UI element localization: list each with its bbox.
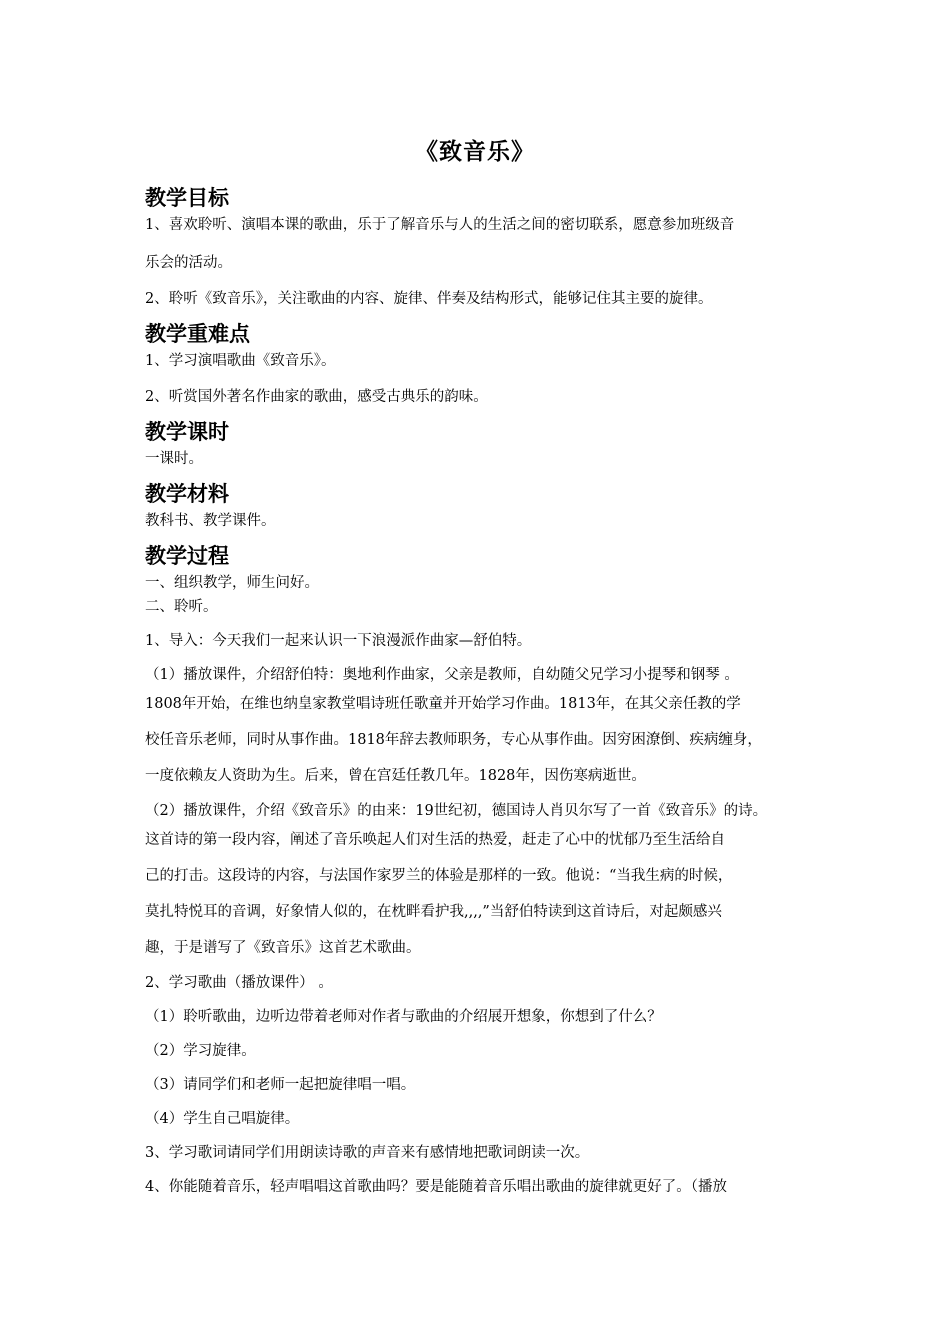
process-line-2: 二、聆听。 xyxy=(145,599,218,615)
heading-process: 教学过程 xyxy=(145,544,229,568)
process-line-19: 4、你能随着音乐，轻声唱唱这首歌曲吗？要是能随着音乐唱出歌曲的旋律就更好了。（播放 xyxy=(145,1179,727,1195)
process-line-8: （2）播放课件，介绍《致音乐》的由来：19世纪初，德国诗人肖贝尔写了一首《致音乐》的诗。 xyxy=(145,803,768,819)
process-line-14: （1）聆听歌曲，边听边带着老师对作者与歌曲的介绍展开想象，你想到了什么？ xyxy=(145,1009,662,1025)
heading-goals: 教学目标 xyxy=(145,186,229,210)
heading-materials: 教学材料 xyxy=(145,482,229,506)
document-body xyxy=(145,184,810,1198)
goals-line-2: 乐会的活动。 xyxy=(145,255,232,271)
keypoints-line-1: 1、学习演唱歌曲《致音乐》。 xyxy=(145,353,336,369)
process-line-17: （4）学生自己唱旋律。 xyxy=(145,1111,300,1127)
document-title: 《致音乐》 xyxy=(415,139,535,165)
process-line-12: 趣，于是谱写了《致音乐》这首艺术歌曲。 xyxy=(145,940,421,956)
goals-line-1: 1、喜欢聆听、演唱本课的歌曲，乐于了解音乐与人的生活之间的密切联系，愿意参加班级音 xyxy=(145,217,735,233)
process-line-11: 莫扎特悦耳的音调，好象情人似的，在枕畔看护我,,,,”当舒伯特读到这首诗后，对起颇感兴 xyxy=(145,904,722,920)
process-line-5: 1808年开始，在维也纳皇家教堂唱诗班任歌童并开始学习作曲。1813年，在其父亲任教的学 xyxy=(145,696,741,712)
heading-hours: 教学课时 xyxy=(145,420,229,444)
heading-keypoints: 教学重难点 xyxy=(145,322,250,346)
goals-line-3: 2、聆听《致音乐》，关注歌曲的内容、旋律、伴奏及结构形式，能够记住其主要的旋律。 xyxy=(145,291,713,307)
process-line-13: 2、学习歌曲（播放课件） 。 xyxy=(145,975,333,991)
process-line-1: 一、组织教学，师生问好。 xyxy=(145,575,319,591)
materials-line-1: 教科书、教学课件。 xyxy=(145,513,276,529)
keypoints-line-2: 2、听赏国外著名作曲家的歌曲，感受古典乐的韵味。 xyxy=(145,389,488,405)
process-line-16: （3）请同学们和老师一起把旋律唱一唱。 xyxy=(145,1077,416,1093)
process-line-7: 一度依赖友人资助为生。后来，曾在宫廷任教几年。1828年，因伤寒病逝世。 xyxy=(145,768,646,784)
process-line-9: 这首诗的第一段内容，阐述了音乐唤起人们对生活的热爱，赶走了心中的忧郁乃至生活给自 xyxy=(145,832,725,848)
process-line-3: 1、导入：今天我们一起来认识一下浪漫派作曲家—舒伯特。 xyxy=(145,633,532,649)
process-line-18: 3、学习歌词请同学们用朗读诗歌的声音来有感情地把歌词朗读一次。 xyxy=(145,1145,590,1161)
process-line-15: （2）学习旋律。 xyxy=(145,1043,256,1059)
process-line-6: 校任音乐老师，同时从事作曲。1818年辞去教师职务，专心从事作曲。因穷困潦倒、疾病缠身， xyxy=(145,732,762,748)
process-line-10: 己的打击。这段诗的内容，与法国作家罗兰的体验是那样的一致。他说：“当我生病的时候， xyxy=(145,868,733,884)
process-line-4: （1）播放课件，介绍舒伯特：奥地利作曲家，父亲是教师，自幼随父兄学习小提琴和钢琴 。 xyxy=(145,667,739,683)
hours-line-1: 一课时。 xyxy=(145,451,203,467)
